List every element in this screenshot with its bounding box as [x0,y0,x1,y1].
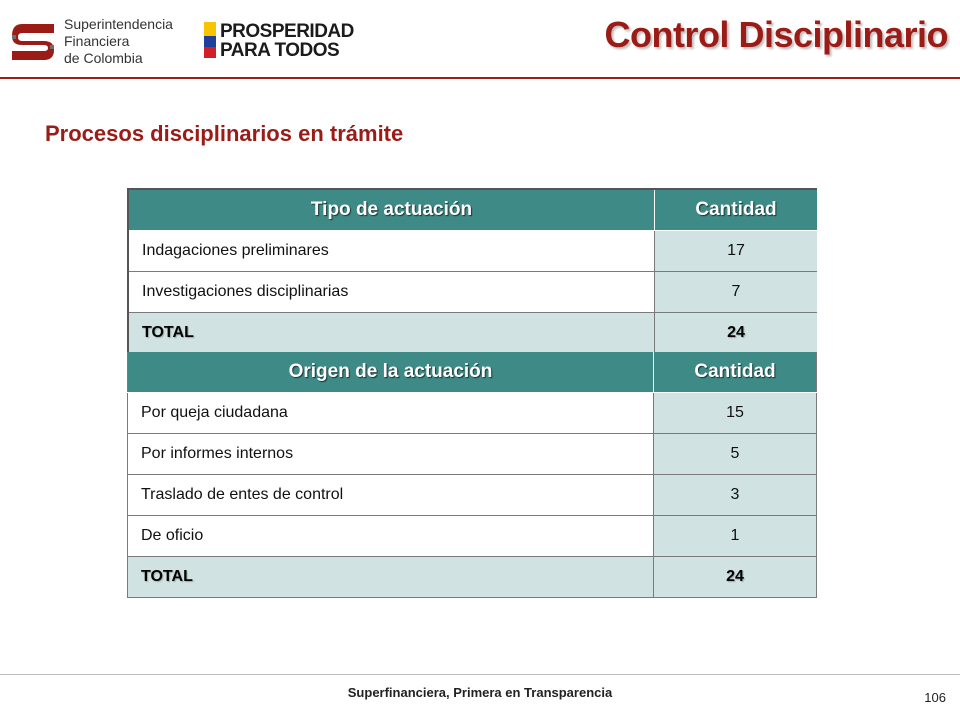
logo-line-3: de Colombia [64,50,143,66]
superfinanciera-mark-icon [8,16,58,66]
row-value: 7 [655,272,818,313]
row-label: Indagaciones preliminares [128,231,655,272]
row-label: Investigaciones disciplinarias [128,272,655,313]
table-row [128,475,817,516]
table-row [128,393,817,434]
column-header-cantidad: Cantidad [654,352,817,393]
table-header-row [128,189,817,231]
total-value: 24 [655,313,818,354]
superfinanciera-logo [8,12,178,68]
logo-line-2: Financiera [64,33,130,49]
logo-pt-line-2: PARA TODOS [220,40,340,61]
row-label: De oficio [128,516,654,557]
origen-actuacion-table [127,352,817,598]
row-value: 1 [654,516,817,557]
footer-divider [0,674,960,675]
column-header-tipo: Tipo de actuación [128,189,655,231]
total-label: TOTAL [128,557,654,598]
table-row [128,272,817,313]
row-label: Traslado de entes de control [128,475,654,516]
colombia-flag-icon [204,22,216,58]
total-value: 24 [654,557,817,598]
tipo-actuacion-table [127,188,817,354]
row-value: 15 [654,393,817,434]
logo-line-1: Superintendencia [64,16,173,32]
page-number: 106 [924,690,946,705]
row-value: 17 [655,231,818,272]
row-value: 3 [654,475,817,516]
logo-pt-line-1: PROSPERIDAD [220,21,354,42]
prosperidad-logo [204,20,354,62]
row-value: 5 [654,434,817,475]
column-header-cantidad: Cantidad [655,189,818,231]
total-label: TOTAL [128,313,655,354]
total-row [128,557,817,598]
row-label: Por queja ciudadana [128,393,654,434]
table-row [128,434,817,475]
table-row [128,231,817,272]
table-row [128,516,817,557]
column-header-origen: Origen de la actuación [128,352,654,393]
page-title: Control Disciplinario [604,14,948,55]
header-divider [0,77,960,79]
footer-text: Superfinanciera, Primera en Transparencia [347,685,613,700]
table-header-row [128,352,817,393]
row-label: Por informes internos [128,434,654,475]
section-subtitle: Procesos disciplinarios en trámite [45,121,404,146]
total-row [128,313,817,354]
